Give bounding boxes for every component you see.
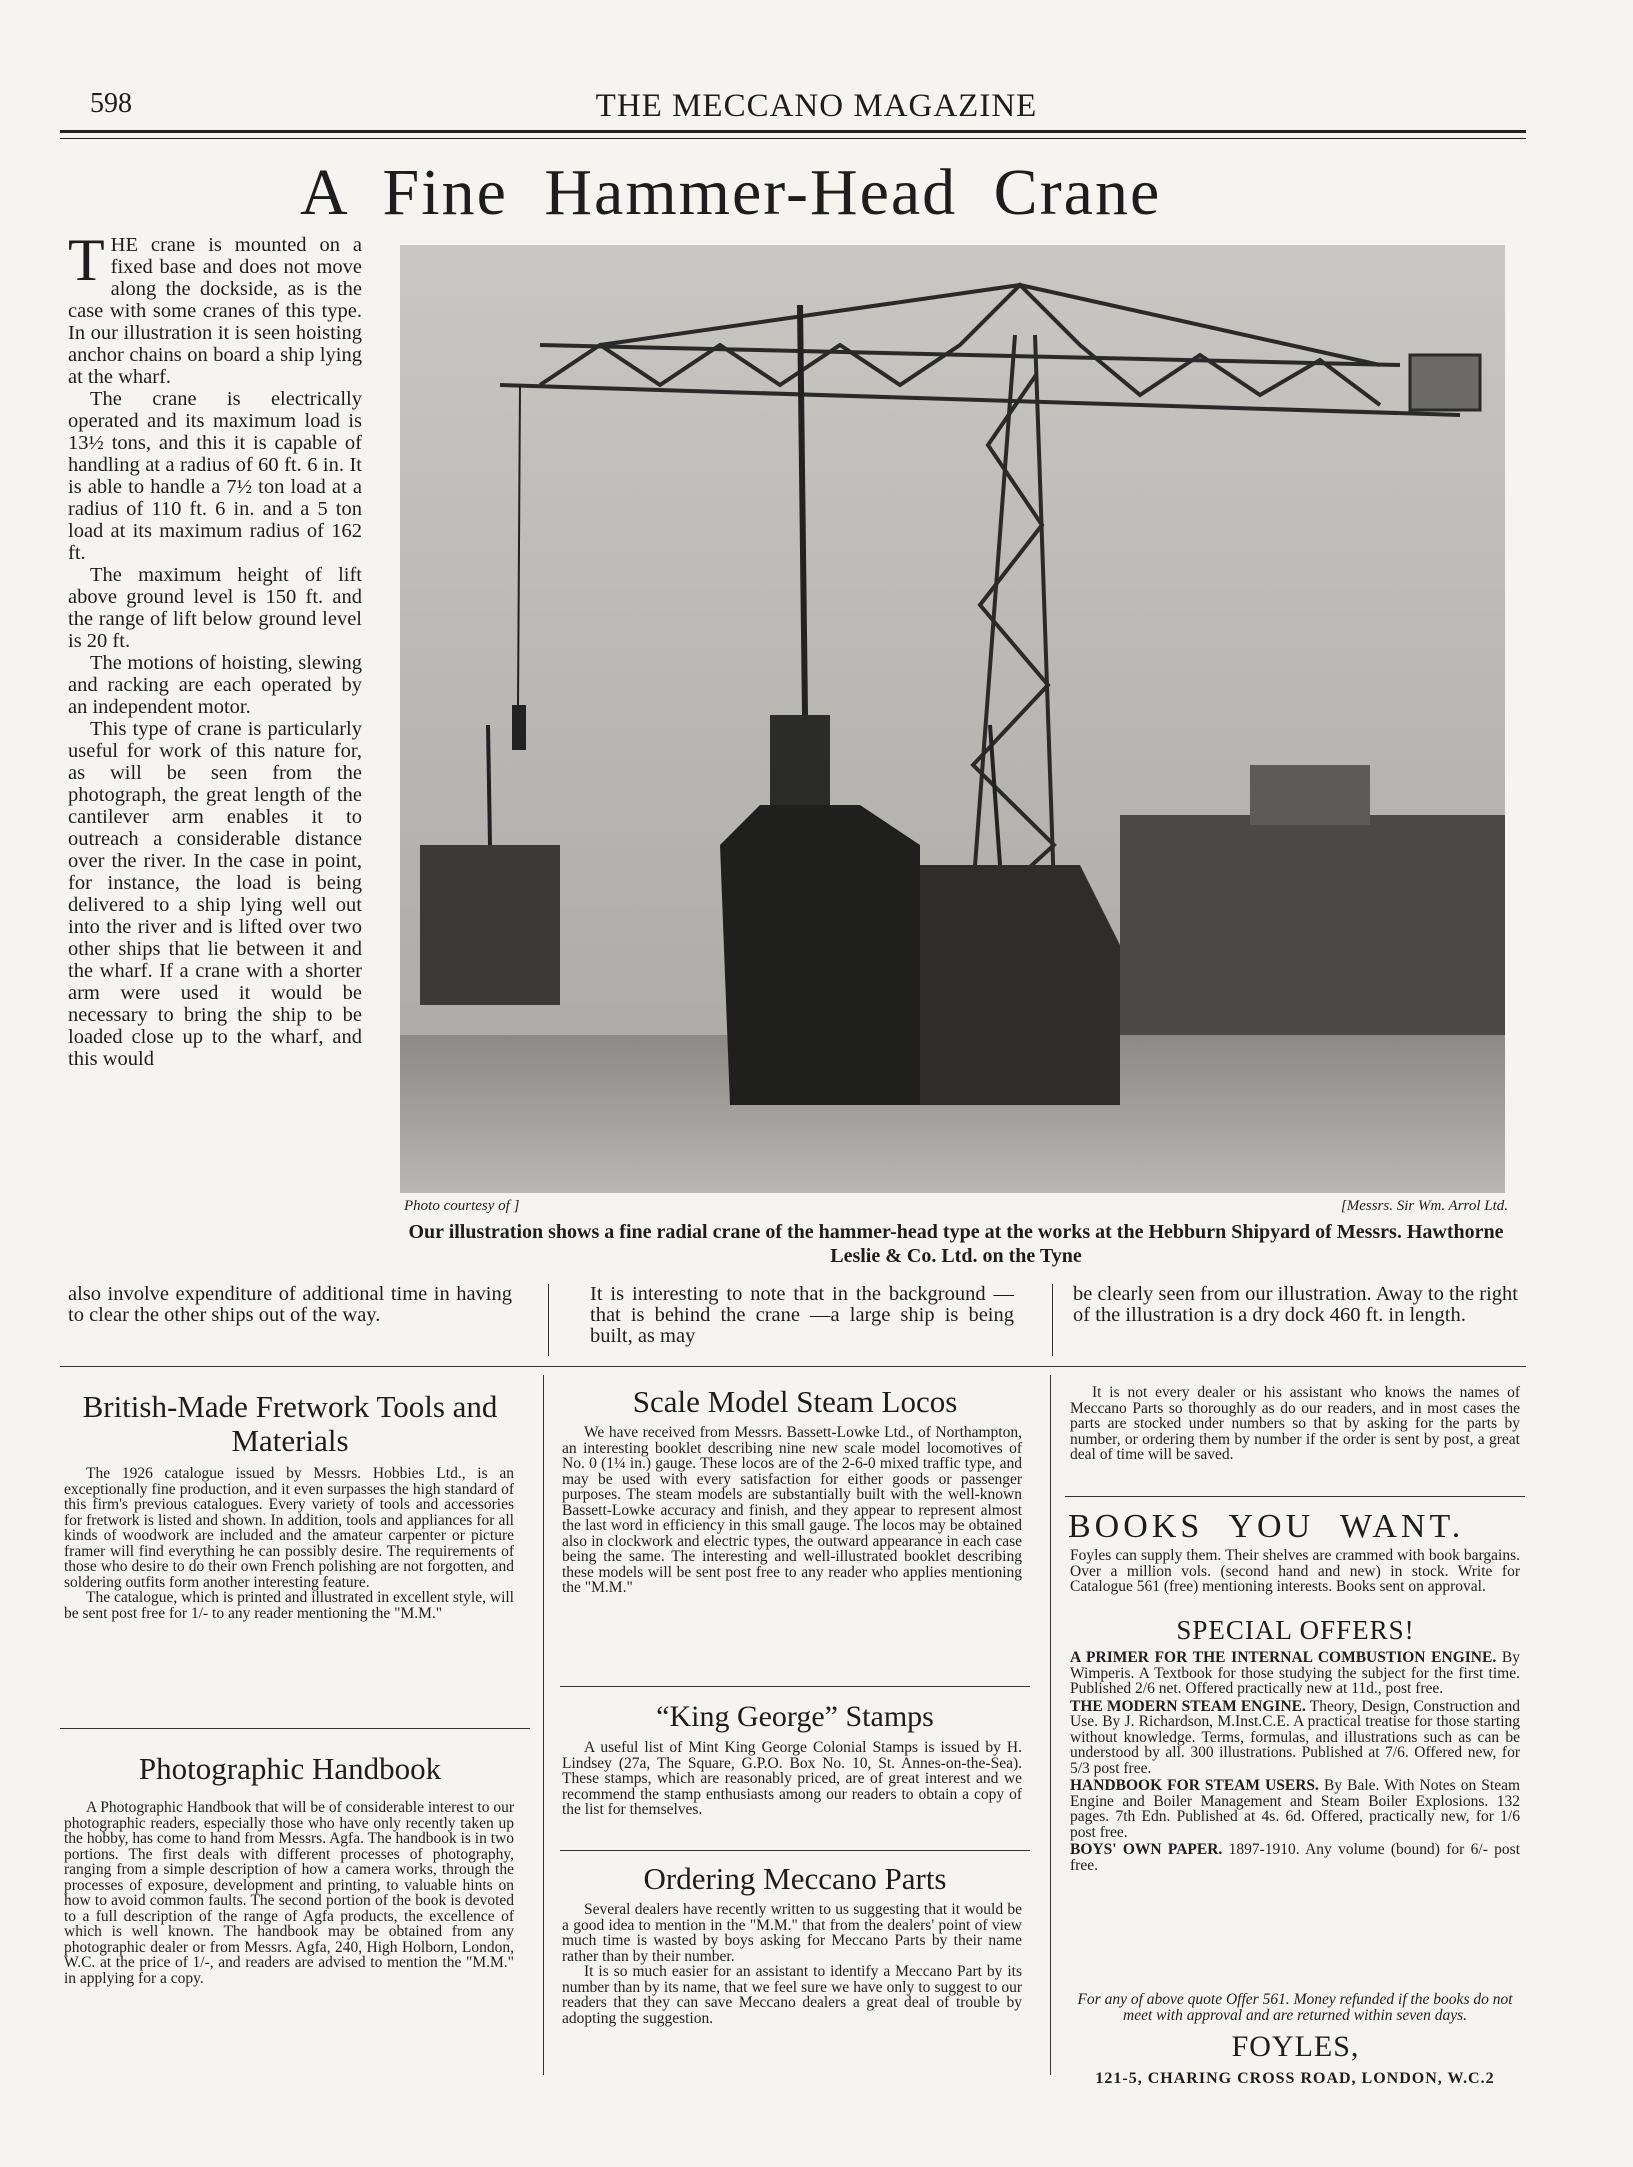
column-divider: [548, 1284, 549, 1356]
article-paragraph: The crane is electrically operated and its maximum load is 13½ tons, and this it is capable of handling at a radius of 60 ft. 6 in. It is able to handle a 7½ ton load at a radius of 110 ft. 6 in. and a 5 ton load at its maximum radius of 162 ft.: [68, 388, 362, 564]
column-divider: [543, 1375, 544, 2075]
section-rule: [560, 1850, 1030, 1851]
fretwork-body: [64, 1466, 514, 1621]
special-offers-list: [1070, 1650, 1520, 1875]
ordering-continued: [1070, 1385, 1520, 1463]
section-rule: [60, 1366, 1526, 1367]
column-divider: [1052, 1284, 1053, 1356]
books-ad-title: BOOKS YOU WANT.: [1068, 1508, 1465, 1545]
stamps-title: “King George” Stamps: [656, 1700, 934, 1733]
header-rule: [60, 130, 1526, 133]
photographic-body: [64, 1800, 514, 1986]
ordering-paragraph: It is not every dealer or his assistant who knows the names of Meccano Parts so thoroughly as do our readers, and in most cases the parts are stocked under numbers so that by asking for the parts by number, or ordering them by number if the order is sent by post, a great deal of time will be saved.: [1070, 1384, 1520, 1463]
locos-paragraph: We have received from Messrs. Bassett-Lowke Ltd., of Northampton, an interesting booklet describing nine new scale model locomotives of No. 0 (1¼ in.) gauge. These locos are of the 2-6-0 mixed traffic type, and may be used with every satisfaction for either goods or passenger purposes. The steam models are substantially built with the well-known Bassett-Lowke accuracy and finish, and they appear to represent almost the last word in efficiency in this small gauge. The locos may be obtained also in clockwork and electric types, the outward appearance in each case being the same. The interesting and well-illustrated booklet describing these models will be sent post free to any reader who applies mentioning the "M.M.": [562, 1424, 1022, 1596]
locos-body: [562, 1425, 1022, 1596]
fretwork-paragraph: The 1926 catalogue issued by Messrs. Hobbies Ltd., is an exceptionally fine production, and it even surpasses the high standard of this firm's previous catalogues. Every variety of tools and accessories for fretwork is listed and shown. In addition, tools and appliances for all kinds of woodwork are included and the amateur carpenter or picture framer will find everything he can possibly desire. The requirements of those who desire to do their own French polishing are not forgotten, and soldering outfits form another interesting feature.: [64, 1465, 514, 1591]
photo-caption: Our illustration shows a fine radial crane of the hammer-head type at the works at the Hebburn Shipyard of Messrs. Hawthorne Leslie & Co. Ltd. on the Tyne: [408, 1221, 1504, 1267]
section-rule: [60, 1728, 530, 1729]
ordering-paragraph: It is so much easier for an assistant to identify a Meccano Part by its number than by its name, that we feel sure we have only to suggest to our readers that they can save Meccano dealers a great deal of trouble by adopting the suggestion.: [562, 1963, 1022, 2027]
crane-photo: [400, 245, 1505, 1193]
ordering-paragraph: Several dealers have recently written to us suggesting that it would be a good idea to mention in the "M.M." that from the dealers' point of view much time is wasted by boys asking for Meccano Parts by their name rather than by their number.: [562, 1901, 1022, 1965]
ordering-title: Ordering Meccano Parts: [643, 1861, 947, 1896]
crane-photo-illustration: [400, 245, 1505, 1193]
offer-item: THE MODERN STEAM ENGINE. Theory, Design, Construction and Use. By J. Richardson, M.Inst.C.E. A practical treatise for those starting without knowledge. Terms, formulas, and illustrations such as can be understood by all. 300 illustrations. Published at 7/6. Offered new, for 5/3 post free.: [1070, 1697, 1520, 1777]
page-number: 598: [90, 88, 132, 119]
article-paragraph-tail: also involve expenditure of additional time in having to clear the other ships out of the way.: [68, 1283, 512, 1326]
drop-cap: T: [68, 227, 105, 293]
offer-item: HANDBOOK FOR STEAM USERS. By Bale. With Notes on Steam Engine and Boiler Management and Steam Boiler Explosions. 132 pages. 7th Edn. Published at 4s. 6d. Offered, practically new, for 1/6 post free.: [1070, 1777, 1521, 1841]
stamps-paragraph: A useful list of Mint King George Colonial Stamps is issued by H. Lindsey (27a, The Square, G.P.O. Box No. 10, St. Annes-on-the-Sea). These stamps, which are reasonably priced, are of great interest and we recommend the stamp enthusiasts among our readers to obtain a copy of the list for themselves.: [562, 1739, 1022, 1818]
offer-item: A PRIMER FOR THE INTERNAL COMBUSTION ENGINE. By Wimperis. A Textbook for those studying the subject for the first time. Published 2/6 net. Offered practically new at 11d., post free.: [1070, 1649, 1520, 1697]
fretwork-paragraph: The catalogue, which is printed and illustrated in excellent style, will be sent post free for 1/- to any reader mentioning the "M.M.": [64, 1589, 514, 1622]
article-paragraph-right: be clearly seen from our illustration. Away to the right of the illustration is a dry dock 460 ft. in length.: [1073, 1283, 1518, 1326]
article-paragraph: The maximum height of lift above ground level is 150 ft. and the range of lift below ground level is 20 ft.: [68, 564, 362, 652]
article-paragraph-mid: It is interesting to note that in the background — that is behind the crane —a large ship is being built, as may: [590, 1283, 1014, 1347]
offers-note: For any of above quote Offer 561. Money refunded if the books do not meet with approval and are returned within seven days.: [1077, 1991, 1513, 2024]
article-paragraph: This type of crane is particularly useful for work of this nature for, as will be seen from the photograph, the great length of the cantilever arm enables it to outreach a considerable distance over the river. In the case in point, for instance, the load is being delivered to a ship lying well out into the river and is lifted over two other ships that lie between it and the wharf. If a crane with a shorter arm were used it would be necessary to bring the ship to be loaded close up to the wharf, and this would: [68, 718, 362, 1070]
ordering-body: [562, 1902, 1022, 2026]
special-offers-title: SPECIAL OFFERS!: [1176, 1615, 1415, 1645]
article-paragraph: THE crane is mounted on a fixed base and does not move along the dockside, as is the case with some cranes of this type. In our illustration it is seen hoisting anchor chains on board a ship lying at the wharf.: [68, 227, 362, 388]
article-paragraph: The motions of hoisting, slewing and racking are each operated by an independent motor.: [68, 652, 362, 718]
locos-title: Scale Model Steam Locos: [632, 1384, 958, 1419]
section-rule: [560, 1686, 1030, 1687]
article-column: [68, 227, 362, 1070]
offer-item: BOYS' OWN PAPER. 1897-1910. Any volume (bound) for 6/- post free.: [1070, 1841, 1521, 1874]
section-rule: [1065, 1496, 1525, 1497]
photo-credit-right: [Messrs. Sir Wm. Arrol Ltd.: [1340, 1198, 1508, 1214]
fretwork-title: British-Made Fretwork Tools and Materials: [82, 1389, 498, 1458]
photo-credit-left: Photo courtesy of ]: [404, 1198, 520, 1214]
photographic-paragraph: A Photographic Handbook that will be of considerable interest to our photographic readers, especially those who have only recently taken up the hobby, has come to hand from Messrs. Agfa. The handbook is in two portions. The first deals with different processes of photography, ranging from a simple description of how a camera works, through the processes of exposure, development and printing, to valuable hints on how to avoid common faults. The second portion of the book is devoted to a full description of the range of Agfa products, the excellence of which is well known. The handbook may be obtained from any photographic dealer or from Messrs. Agfa, 240, High Holborn, London, W.C. at the price of 1/-, and readers are advised to mention the "M.M." in applying for a copy.: [64, 1799, 514, 1987]
stamps-body: [562, 1740, 1022, 1818]
books-ad-intro: Foyles can supply them. Their shelves are crammed with book bargains. Over a million vols. (second hand and new) in stock. Write for Catalogue 561 (free) mentioning interests. Books sent on approval.: [1070, 1547, 1520, 1595]
foyles-address: 121-5, CHARING CROSS ROAD, LONDON, W.C.2: [1095, 2070, 1495, 2087]
header-rule-thin: [60, 138, 1526, 139]
article-title: A Fine Hammer-Head Crane: [300, 156, 1162, 229]
running-head: THE MECCANO MAGAZINE: [595, 88, 1038, 124]
photographic-title: Photographic Handbook: [138, 1751, 442, 1786]
foyles-name: FOYLES,: [1231, 2030, 1360, 2063]
column-divider: [1050, 1375, 1051, 2075]
